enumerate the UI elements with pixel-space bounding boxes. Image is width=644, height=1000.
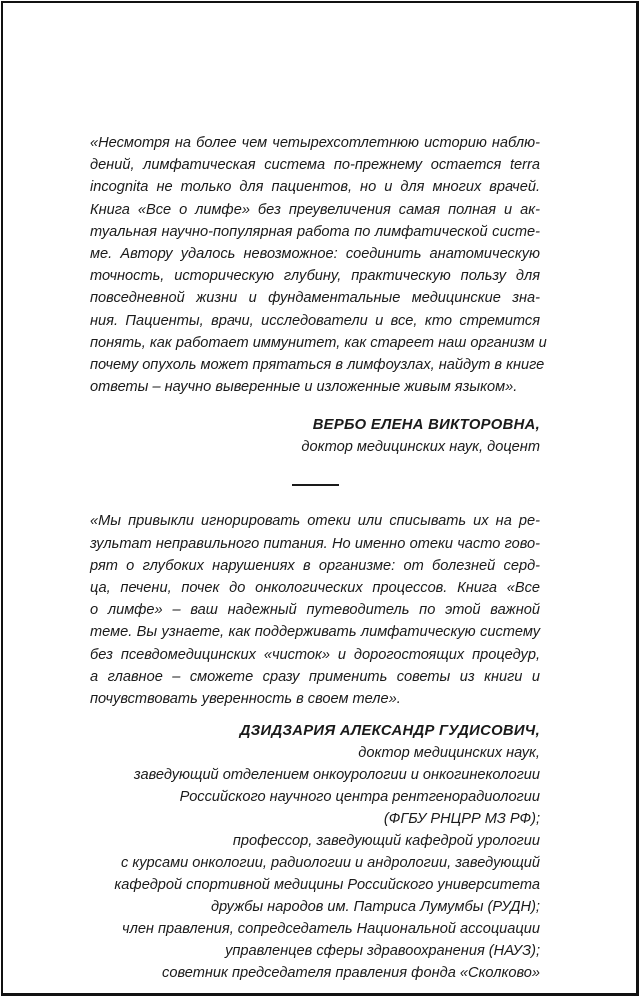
reviewer-title-line: (ФГБУ РНЦРР МЗ РФ); bbox=[383, 811, 540, 828]
reviewer-title-line: доктор медицинских наук, доцент bbox=[301, 439, 540, 456]
quote-line: повседневной жизни и фундаментальные медицинские зна- bbox=[90, 290, 540, 307]
review-quote-2 bbox=[90, 510, 540, 710]
reviewer-title-line: профессор, заведующий кафедрой урологии bbox=[232, 833, 540, 850]
quote-line: зультат неправильного питания. Но именно отеки часто гово- bbox=[90, 535, 540, 552]
quote-line: теме. Вы узнаете, как поддерживать лимфатическую систему bbox=[90, 624, 540, 641]
quote-line: ца, печени, почек до онкологических процессов. Книга «Все bbox=[90, 580, 540, 597]
reviewer-title-line: управленцев сферы здравоохранения (НАУЗ); bbox=[225, 943, 540, 960]
quote-line: о лимфе» – ваш надежный путеводитель по этой важной bbox=[90, 602, 540, 619]
quote-line: без псевдомедицинских «чисток» и дорогостоящих процедур, bbox=[90, 646, 540, 663]
quote-line: почему опухоль может прятаться в лимфоузлах, найдут в книге bbox=[90, 357, 545, 374]
reviewer-title-line: кафедрой спортивной медицины Российского университета bbox=[114, 877, 540, 894]
quote-line: ответы – научно выверенные и изложенные живым языком». bbox=[90, 379, 518, 396]
quote-line: ме. Автору удалось невозможное: соединить анатомическую bbox=[90, 246, 540, 263]
quote-line: Книга «Все о лимфе» без преувеличения самая полная и ак- bbox=[90, 201, 540, 218]
quote-line: «Несмотря на более чем четырехсотлетнюю историю наблю- bbox=[90, 135, 540, 151]
quote-line: дений, лимфатическая система по-прежнему остается terra bbox=[90, 157, 540, 174]
quote-line: а главное – сможете сразу применить советы из книги и bbox=[90, 668, 540, 685]
quote-line: туальная научно-популярная работа по лимфатической систе- bbox=[90, 223, 540, 240]
quote-line: ния. Пациенты, врачи, исследователи и все, кто стремится bbox=[90, 312, 540, 329]
reviewer-title-line: дружбы народов им. Патриса Лумумбы (РУДН); bbox=[210, 899, 540, 916]
reviewer-title-line: с курсами онкологии, радиологии и андрологии, заведующий bbox=[121, 855, 540, 872]
page-content bbox=[90, 132, 547, 984]
review-quote-1 bbox=[90, 132, 547, 398]
section-divider bbox=[292, 484, 339, 486]
reviewer-name-1: ВЕРБО ЕЛЕНА ВИКТОРОВНА, bbox=[312, 417, 540, 434]
quote-line: понять, как работает иммунитет, как стареет наш организм и bbox=[90, 334, 547, 351]
reviewer-name-2: ДЗИДЗАРИЯ АЛЕКСАНДР ГУДИСОВИЧ, bbox=[239, 723, 540, 740]
quote-line: «Мы привыкли игнорировать отеки или списывать их на ре- bbox=[90, 513, 540, 530]
quote-line: incognita не только для пациентов, но и для многих врачей. bbox=[90, 179, 540, 196]
reviewer-title-2 bbox=[90, 742, 540, 984]
reviewer-title-line: Российского научного центра рентгенорадиологии bbox=[179, 789, 540, 806]
reviewer-title-line: советник председателя правления фонда «Сколково» bbox=[162, 965, 540, 982]
reviewer-title-line: доктор медицинских наук, bbox=[358, 745, 540, 762]
reviewer-title-line: член правления, сопредседатель Национальной ассоциации bbox=[122, 921, 540, 938]
quote-line: почувствовать уверенность в своем теле». bbox=[90, 691, 401, 708]
quote-line: рят о глубоких нарушениях в организме: от болезней серд- bbox=[90, 557, 540, 574]
quote-line: точность, историческую глубину, практическую пользу для bbox=[90, 268, 540, 285]
reviewer-title-1 bbox=[90, 436, 540, 458]
reviewer-title-line: заведующий отделением онкоурологии и онкогинекологии bbox=[133, 767, 540, 784]
